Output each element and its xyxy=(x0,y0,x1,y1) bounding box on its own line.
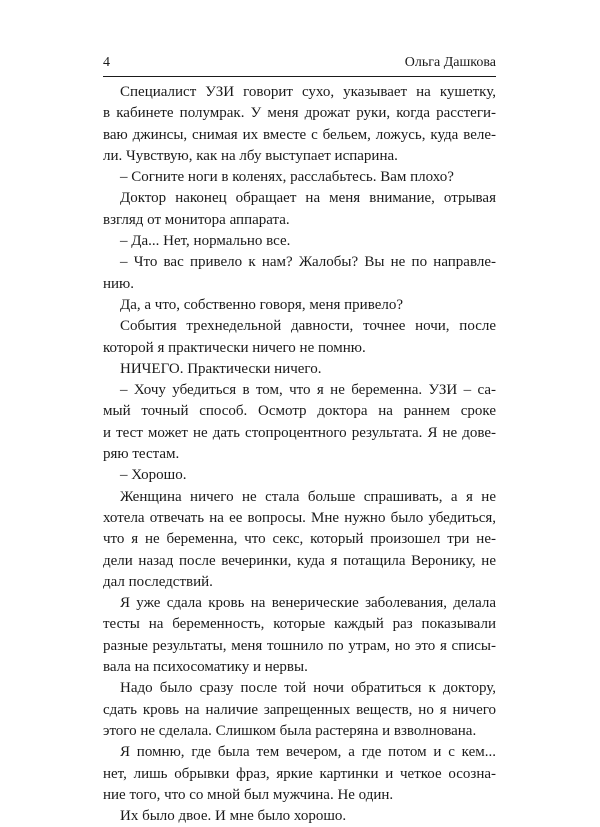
text-line: – Что вас привело к нам? Жалобы? Вы не по направле- xyxy=(120,254,496,271)
text-line: Я уже сдала кровь на венерические заболевания, делала xyxy=(120,595,496,612)
text-line: дели назад после вечеринки, куда я потащила Веронику, не xyxy=(103,552,496,569)
text-line: что я не беременна, что секс, который произошел три не- xyxy=(103,531,496,548)
text-line: дал последствий. xyxy=(103,573,213,590)
text-line: хотела отвечать на ее вопросы. Мне нужно было убедиться, xyxy=(103,509,496,526)
text-line: Специалист УЗИ говорит сухо, указывает на кушетку, xyxy=(120,84,496,100)
text-line: в кабинете полумрак. У меня дрожат руки, когда расстеги- xyxy=(103,105,496,122)
text-line: взгляд от монитора аппарата. xyxy=(103,211,290,228)
text-line: нию. xyxy=(103,275,135,292)
text-line: ли. Чувствую, как на лбу выступает испарина. xyxy=(103,147,398,164)
text-line: Надо было сразу после той ночи обратиться к доктору, xyxy=(120,680,496,697)
running-title: Ольга Дашкова xyxy=(404,55,496,70)
text-line: нет, лишь обрывки фраз, яркие картинки и четкое осозна- xyxy=(103,765,496,782)
header-rule xyxy=(103,76,496,77)
text-line: тесты на беременность, которые каждый раз показывали xyxy=(103,616,496,633)
text-line: – Да... Нет, нормально все. xyxy=(120,233,291,250)
body-text xyxy=(103,82,496,827)
text-line: Их было двое. И мне было хорошо. xyxy=(120,808,347,825)
text-line: Я помню, где была тем вечером, а где потом и с кем... xyxy=(120,744,496,761)
text-line: События трехнедельной давности, точнее ночи, после xyxy=(120,318,496,335)
text-line: ние того, что со мной был мужчина. Не один. xyxy=(103,786,394,803)
text-line: этого не сделала. Слишком была растеряна и взволнована. xyxy=(103,722,477,739)
text-line: Да, а что, собственно говоря, меня привело? xyxy=(120,296,403,313)
text-line: мый точный способ. Осмотр доктора на раннем сроке xyxy=(103,403,496,420)
text-line: и тест может не дать стопроцентного результата. Я не дове- xyxy=(103,424,496,441)
text-line: Доктор наконец обращает на меня внимание, отрывая xyxy=(120,190,496,207)
text-line: разные результаты, меня тошнило по утрам, но это я списы- xyxy=(103,637,496,654)
text-line: сдать кровь на наличие запрещенных веществ, но я ничего xyxy=(103,701,496,718)
text-line: – Хорошо. xyxy=(120,467,187,484)
page-number: 4 xyxy=(103,55,110,70)
text-line: ряю тестам. xyxy=(103,446,180,463)
text-line: вала на психосоматику и нервы. xyxy=(103,659,308,676)
text-line: которой я практически ничего не помню. xyxy=(103,339,366,356)
text-line: ваю джинсы, снимая их вместе с бельем, ложусь, куда веле- xyxy=(103,126,496,143)
text-line: Женщина ничего не стала больше спрашивать, а я не xyxy=(120,488,496,505)
text-line: – Хочу убедиться в том, что я не беременна. УЗИ – са- xyxy=(120,382,496,399)
text-line: – Согните ноги в коленях, расслабьтесь. Вам плохо? xyxy=(120,169,454,186)
text-line: НИЧЕГО. Практически ничего. xyxy=(120,360,322,377)
